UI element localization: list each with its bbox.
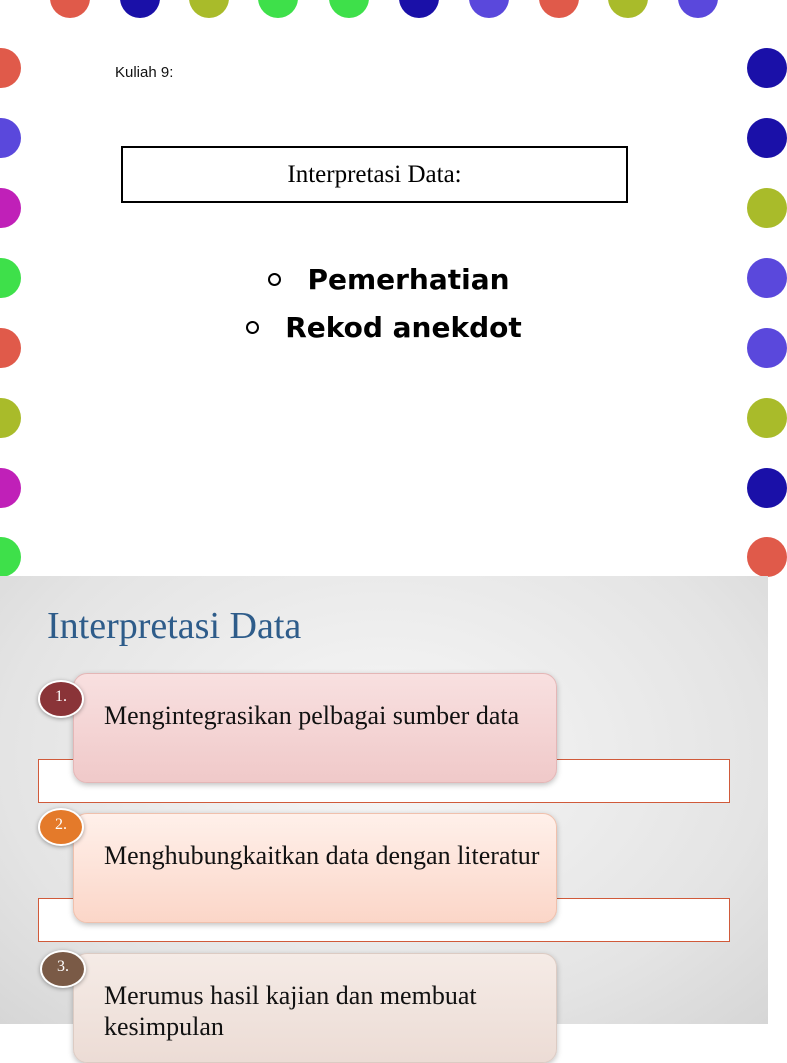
bullet-item (0, 303, 768, 351)
step-card-2 (73, 813, 557, 923)
decorative-dot (747, 188, 787, 228)
decorative-dot (189, 0, 229, 18)
step-card-3 (73, 953, 557, 1063)
decorative-dot (539, 0, 579, 18)
decorative-dot (747, 398, 787, 438)
slide-2-title: Interpretasi Data (47, 605, 302, 647)
decorative-dot (747, 537, 787, 577)
decorative-dot (399, 0, 439, 18)
decorative-dot (608, 0, 648, 18)
decorative-dot (0, 48, 21, 88)
decorative-dot (0, 537, 21, 577)
bullet-list (0, 255, 768, 351)
step-number: 3. (57, 958, 69, 975)
decorative-dot (0, 398, 21, 438)
step-text: Mengintegrasikan pelbagai sumber data (104, 701, 520, 730)
decorative-dot (469, 0, 509, 18)
decorative-dot (0, 188, 21, 228)
step-number: 2. (55, 816, 67, 833)
bullet-item (0, 255, 768, 303)
decorative-dot (329, 0, 369, 18)
decorative-dot (0, 118, 21, 158)
step-card-1 (73, 673, 557, 783)
step-text: Merumus hasil kajian dan membuat kesimpulan (104, 981, 477, 1041)
step-text: Menghubungkaitkan data dengan literatur (104, 841, 540, 870)
decorative-dot (120, 0, 160, 18)
step-number-badge (40, 950, 86, 988)
bullet-text: Pemerhatian (307, 262, 510, 296)
decorative-dot (747, 468, 787, 508)
circle-bullet-icon (268, 273, 281, 286)
step-number-badge (38, 808, 84, 846)
decorative-dot (747, 118, 787, 158)
decorative-dot (258, 0, 298, 18)
slide-1-title: Interpretasi Data: (287, 160, 462, 188)
slide-2 (0, 576, 768, 1041)
step-number: 1. (55, 688, 67, 705)
decorative-dot (0, 468, 21, 508)
decorative-dot (678, 0, 718, 18)
circle-bullet-icon (246, 321, 259, 334)
step-number-badge (38, 680, 84, 718)
bullet-text: Rekod anekdot (285, 310, 522, 344)
lecture-label: Kuliah 9: (115, 64, 174, 81)
decorative-dot (50, 0, 90, 18)
decorative-dot (747, 48, 787, 88)
slide-1-title-box (121, 146, 628, 203)
